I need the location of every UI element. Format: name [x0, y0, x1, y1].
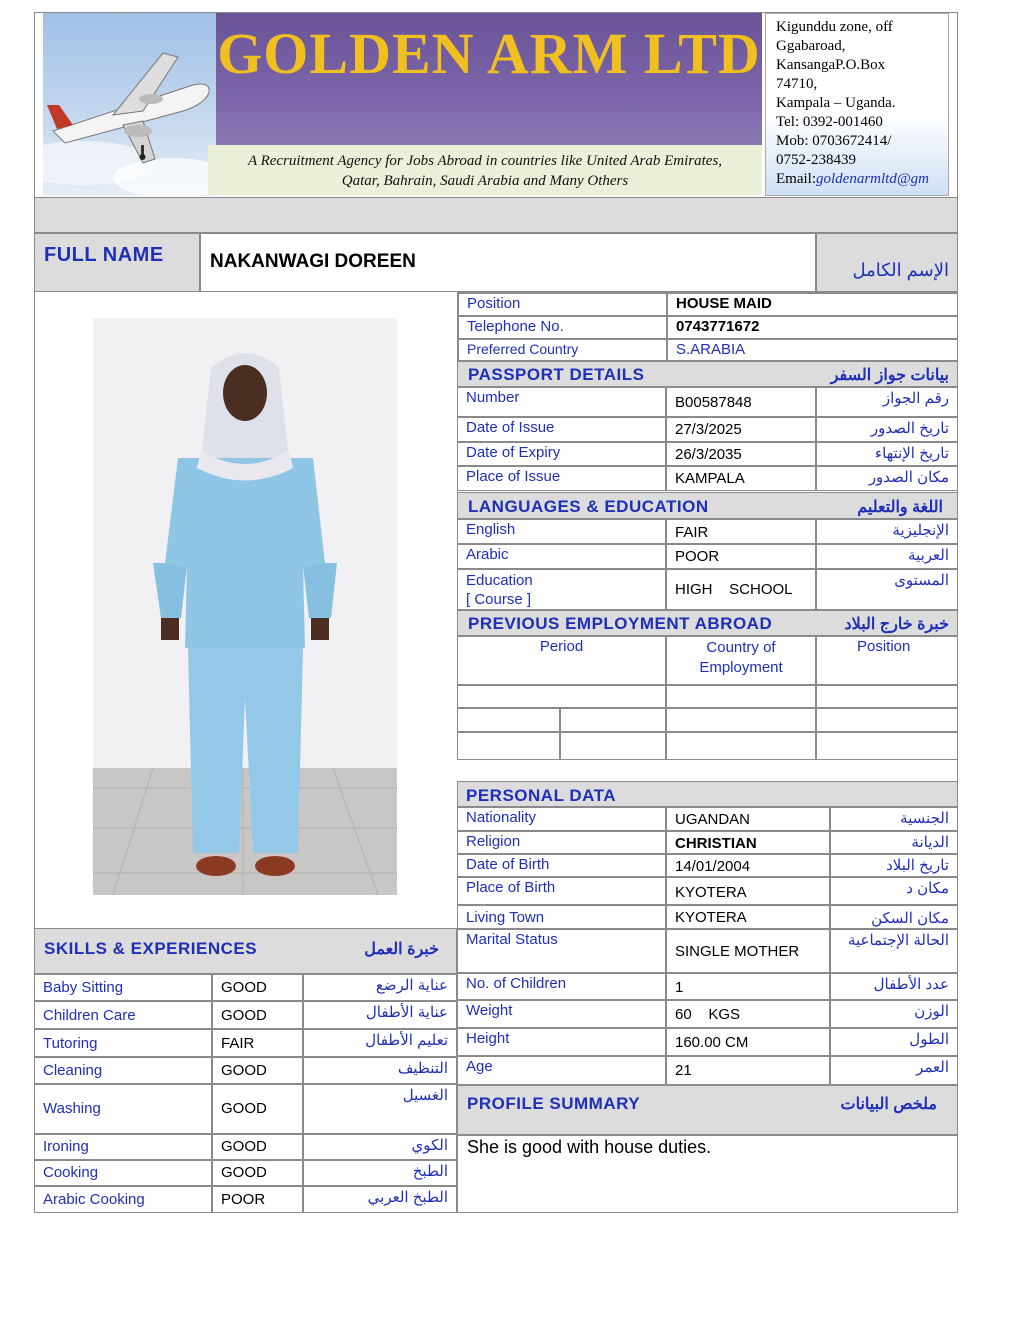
skill-label-cell — [34, 974, 212, 1001]
skill-label-cell — [34, 1084, 212, 1134]
skill-ar-cell — [303, 1160, 457, 1186]
job-position-value: HOUSE MAID — [676, 295, 772, 312]
personal-weight-label: Weight — [466, 1002, 513, 1019]
address-line: Kigunddu zone, off — [776, 19, 893, 35]
languages-title: LANGUAGES & EDUCATION — [468, 497, 709, 516]
skill-ar: الطبخ — [412, 1163, 448, 1180]
personal-nationality-value: UGANDAN — [675, 811, 751, 828]
passport-expiry-ar-cell — [816, 442, 958, 466]
skill-value: GOOD — [221, 1138, 267, 1155]
passport-place-ar-cell — [816, 466, 958, 491]
skill-label-cell — [34, 1001, 212, 1029]
job-country-value: S.ARABIA — [676, 341, 746, 358]
skill-ar-cell — [303, 974, 457, 1001]
skill-label: Tutoring — [43, 1035, 98, 1052]
skill-value-cell — [212, 1084, 303, 1134]
personal-religion-ar: الديانة — [911, 834, 949, 851]
skill-value: GOOD — [221, 1164, 267, 1181]
skill-value-cell — [212, 1160, 303, 1186]
personal-weight-value-cell — [666, 1000, 830, 1028]
address-line: Kampala – Uganda. — [776, 95, 896, 111]
skill-label: Baby Sitting — [43, 979, 124, 996]
personal-religion-label-cell — [457, 831, 666, 854]
personal-marital-label: Marital Status — [466, 931, 558, 948]
personal-weight-ar-cell — [830, 1000, 958, 1028]
skill-value: GOOD — [221, 1100, 267, 1117]
personal-marital-ar-cell — [830, 929, 958, 973]
job-telephone-label-cell — [458, 316, 667, 339]
employment-country-header: Country of Employment — [666, 636, 816, 685]
employment-row — [666, 732, 816, 760]
mob-line: Mob: 0703672414/ — [776, 133, 892, 149]
personal-dob-value: 14/01/2004 — [675, 858, 751, 875]
personal-town-label: Living Town — [466, 909, 545, 926]
skill-label-cell — [34, 1186, 212, 1213]
passport-expiry-value-cell — [666, 442, 816, 466]
profile-title: PROFILE SUMMARY — [467, 1094, 641, 1113]
lang-arabic-ar: العربية — [908, 547, 949, 564]
personal-town-value-cell — [666, 905, 830, 929]
job-telephone-label: Telephone No. — [467, 318, 564, 335]
personal-town-value: KYOTERA — [675, 909, 747, 926]
address-line: 74710, — [776, 76, 818, 92]
personal-height-ar: الطول — [909, 1031, 949, 1048]
person-photo-icon — [93, 318, 397, 895]
employment-row — [816, 685, 958, 708]
personal-age-ar-cell — [830, 1056, 958, 1085]
personal-dob-value-cell — [666, 854, 830, 877]
personal-religion-ar-cell — [830, 831, 958, 854]
passport-title: PASSPORT DETAILS — [468, 365, 645, 384]
skill-value: FAIR — [221, 1035, 255, 1052]
employment-row — [666, 708, 816, 732]
personal-age-ar: العمر — [916, 1059, 949, 1076]
personal-children-ar: عدد الأطفال — [873, 976, 949, 993]
skill-label-cell — [34, 1057, 212, 1084]
skill-ar: التنظيف — [397, 1060, 448, 1077]
job-position-label: Position — [467, 295, 521, 312]
full-name-value: NAKANWAGI DOREEN — [210, 251, 416, 272]
header-banner — [216, 13, 762, 145]
employment-row — [816, 708, 958, 732]
personal-height-value-cell — [666, 1028, 830, 1056]
skill-ar: الكوي — [411, 1137, 448, 1154]
passport-expiry-label: Date of Expiry — [466, 444, 561, 461]
education-ar-cell — [816, 569, 958, 610]
personal-table — [457, 807, 958, 1085]
personal-marital-ar: الحالة الإجتماعية — [847, 932, 949, 949]
education-ar: المستوى — [894, 572, 949, 589]
personal-religion-value: CHRISTIAN — [675, 835, 757, 852]
lang-english-value: FAIR — [675, 524, 709, 541]
personal-height-value: 160.00 CM — [675, 1034, 749, 1051]
skill-ar: عناية الأطفال — [365, 1004, 448, 1021]
skills-title-ar: خبرة العمل — [364, 941, 439, 958]
employment-row — [457, 708, 560, 732]
profile-header — [457, 1085, 958, 1135]
personal-dob-label: Date of Birth — [466, 856, 550, 873]
skill-ar-cell — [303, 1029, 457, 1057]
lang-arabic-value: POOR — [675, 548, 720, 565]
employment-row — [560, 708, 666, 732]
personal-age-value: 21 — [675, 1062, 692, 1079]
passport-issue-label-cell — [457, 417, 666, 442]
skill-label-cell — [34, 1134, 212, 1160]
full-name-label-cell — [34, 233, 200, 292]
employment-title-ar: خبرة خارج البلاد — [844, 616, 949, 633]
skill-ar: الغسيل — [402, 1087, 448, 1104]
personal-children-value-cell — [666, 973, 830, 1000]
education-label-cell — [457, 569, 666, 610]
lang-arabic-label: Arabic — [466, 546, 509, 563]
education-sub-label: [ Course ] — [466, 591, 532, 608]
skill-label: Children Care — [43, 1007, 136, 1024]
skill-value-cell — [212, 1001, 303, 1029]
lang-arabic-ar-cell — [816, 544, 958, 569]
skills-table — [34, 974, 457, 1213]
email-link[interactable]: goldenarmltd@gm — [816, 171, 929, 187]
passport-issue-label: Date of Issue — [466, 419, 555, 436]
personal-town-ar-cell — [830, 905, 958, 929]
personal-nationality-ar: الجنسية — [900, 810, 949, 827]
personal-pob-label-cell — [457, 877, 666, 905]
personal-height-ar-cell — [830, 1028, 958, 1056]
job-telephone-value-cell — [667, 316, 958, 339]
languages-title-ar: اللغة والتعليم — [857, 499, 943, 516]
profile-text: She is good with house duties. — [457, 1135, 958, 1213]
personal-age-label: Age — [466, 1058, 493, 1075]
job-info-table — [457, 292, 958, 361]
address-line: KansangaP.O.Box — [776, 57, 886, 73]
passport-expiry-label-cell — [457, 442, 666, 466]
skill-label-cell — [34, 1160, 212, 1186]
personal-weight-value: 60 KGS — [675, 1006, 741, 1023]
personal-pob-ar: مكان د — [906, 880, 949, 897]
skill-label-cell — [34, 1029, 212, 1057]
lang-arabic-value-cell — [666, 544, 816, 569]
passport-issue-ar-cell — [816, 417, 958, 442]
job-position-value-cell — [667, 293, 958, 316]
spacer-bar — [34, 197, 958, 233]
personal-town-label-cell — [457, 905, 666, 929]
employment-position-header: Position — [816, 636, 958, 685]
personal-marital-value: SINGLE MOTHER — [675, 943, 800, 960]
contact-block — [765, 13, 949, 196]
lang-english-ar-cell — [816, 519, 958, 544]
personal-pob-label: Place of Birth — [466, 879, 556, 896]
full-name-ar: الإسم الكامل — [852, 260, 949, 280]
skill-value-cell — [212, 1029, 303, 1057]
personal-dob-ar: تاريخ البلاد — [886, 857, 949, 874]
passport-expiry-ar: تاريخ الإنتهاء — [875, 445, 949, 462]
employment-row — [457, 685, 666, 708]
candidate-photo — [93, 318, 397, 895]
passport-number-value-cell — [666, 387, 816, 417]
passport-number-label-cell — [457, 387, 666, 417]
lang-english-label: English — [466, 521, 516, 538]
passport-issue-value: 27/3/2025 — [675, 421, 742, 438]
personal-religion-label: Religion — [466, 833, 521, 850]
personal-children-label: No. of Children — [466, 975, 567, 992]
employment-row — [457, 732, 560, 760]
personal-pob-value-cell — [666, 877, 830, 905]
skill-label: Cleaning — [43, 1062, 103, 1079]
full-name-value-cell — [200, 233, 816, 292]
passport-title-ar: بيانات جواز السفر — [830, 367, 949, 384]
passport-issue-ar: تاريخ الصدور — [870, 420, 949, 437]
skill-value-cell — [212, 1057, 303, 1084]
job-position-label-cell — [458, 293, 667, 316]
tagline: A Recruitment Agency for Jobs Abroad in countries like United Arab Emirates, Qatar, Bahrain, Saudi Arabia and Many Others — [208, 145, 762, 195]
personal-dob-ar-cell — [830, 854, 958, 877]
lang-english-ar: الإنجليزية — [892, 522, 949, 539]
personal-header — [457, 781, 958, 807]
personal-nationality-label-cell — [457, 807, 666, 831]
job-country-label-cell — [458, 339, 667, 361]
passport-place-label-cell — [457, 466, 666, 491]
skill-value: GOOD — [221, 1007, 267, 1024]
personal-nationality-label: Nationality — [466, 809, 537, 826]
personal-pob-ar-cell — [830, 877, 958, 905]
employment-row — [816, 732, 958, 760]
personal-age-label-cell — [457, 1056, 666, 1085]
skill-value-cell — [212, 1186, 303, 1213]
skill-value: GOOD — [221, 979, 267, 996]
profile-title-ar: ملخص البيانات — [840, 1096, 937, 1113]
passport-expiry-value: 26/3/2035 — [675, 446, 742, 463]
personal-children-value: 1 — [675, 979, 684, 996]
passport-place-value-cell — [666, 466, 816, 491]
skill-label: Arabic Cooking — [43, 1191, 145, 1208]
personal-marital-value-cell — [666, 929, 830, 973]
passport-number-ar-cell — [816, 387, 958, 417]
personal-height-label-cell — [457, 1028, 666, 1056]
personal-pob-value: KYOTERA — [675, 884, 747, 901]
passport-header — [457, 361, 958, 387]
job-telephone-value: 0743771672 — [676, 318, 760, 335]
skill-ar: الطبخ العربي — [367, 1189, 448, 1206]
employment-period-header: Period — [457, 636, 666, 685]
airplane-icon — [43, 13, 216, 196]
skills-header — [34, 928, 457, 974]
personal-town-ar: مكان السكن — [871, 910, 949, 927]
education-value: HIGH SCHOOL — [675, 581, 793, 598]
personal-dob-label-cell — [457, 854, 666, 877]
job-country-value-cell — [667, 339, 958, 361]
passport-number-value: B00587848 — [675, 394, 752, 411]
employment-header — [457, 610, 958, 636]
employment-row — [560, 732, 666, 760]
personal-marital-label-cell — [457, 929, 666, 973]
skill-label: Cooking — [43, 1164, 99, 1181]
personal-weight-ar: الوزن — [914, 1003, 949, 1020]
skill-value-cell — [212, 974, 303, 1001]
company-name: GOLDEN ARM LTD — [217, 21, 761, 86]
full-name-label: FULL NAME — [44, 244, 164, 266]
personal-children-ar-cell — [830, 973, 958, 1000]
email-line: Email:goldenarmltd@gm — [776, 171, 929, 187]
mob-line: 0752-238439 — [776, 152, 856, 168]
skill-ar-cell — [303, 1084, 457, 1134]
lang-arabic-label-cell — [457, 544, 666, 569]
passport-number-label: Number — [466, 389, 520, 406]
passport-number-ar: رقم الجواز — [882, 390, 949, 407]
skills-title: SKILLS & EXPERIENCES — [44, 939, 258, 958]
passport-place-value: KAMPALA — [675, 470, 745, 487]
languages-table — [457, 519, 958, 610]
employment-table — [457, 636, 958, 760]
personal-title: PERSONAL DATA — [466, 786, 617, 805]
personal-weight-label-cell — [457, 1000, 666, 1028]
personal-nationality-value-cell — [666, 807, 830, 831]
languages-header — [457, 492, 958, 519]
skill-ar-cell — [303, 1001, 457, 1029]
skill-value-cell — [212, 1134, 303, 1160]
personal-religion-value-cell — [666, 831, 830, 854]
personal-age-value-cell — [666, 1056, 830, 1085]
personal-nationality-ar-cell — [830, 807, 958, 831]
skill-ar-cell — [303, 1057, 457, 1084]
passport-table — [457, 387, 958, 491]
skill-ar: عناية الرضع — [375, 977, 448, 994]
employment-title: PREVIOUS EMPLOYMENT ABROAD — [468, 614, 773, 633]
skill-ar: تعليم الأطفال — [365, 1032, 448, 1049]
tel-line: Tel: 0392-001460 — [776, 114, 883, 130]
full-name-ar-cell — [816, 233, 958, 292]
education-label: Education — [466, 572, 533, 589]
employment-row — [666, 685, 816, 708]
passport-place-ar: مكان الصدور — [868, 469, 949, 486]
passport-place-label: Place of Issue — [466, 468, 561, 485]
lang-english-value-cell — [666, 519, 816, 544]
address-line: Ggabaroad, — [776, 38, 846, 54]
skill-value: POOR — [221, 1191, 266, 1208]
personal-children-label-cell — [457, 973, 666, 1000]
personal-height-label: Height — [466, 1030, 510, 1047]
lang-english-label-cell — [457, 519, 666, 544]
education-value-cell — [666, 569, 816, 610]
skill-label: Ironing — [43, 1138, 89, 1155]
skill-value: GOOD — [221, 1062, 267, 1079]
skill-label: Washing — [43, 1100, 101, 1117]
airplane-photo — [43, 13, 216, 196]
passport-issue-value-cell — [666, 417, 816, 442]
skill-ar-cell — [303, 1134, 457, 1160]
skill-ar-cell — [303, 1186, 457, 1213]
job-country-label: Preferred Country — [467, 341, 579, 357]
